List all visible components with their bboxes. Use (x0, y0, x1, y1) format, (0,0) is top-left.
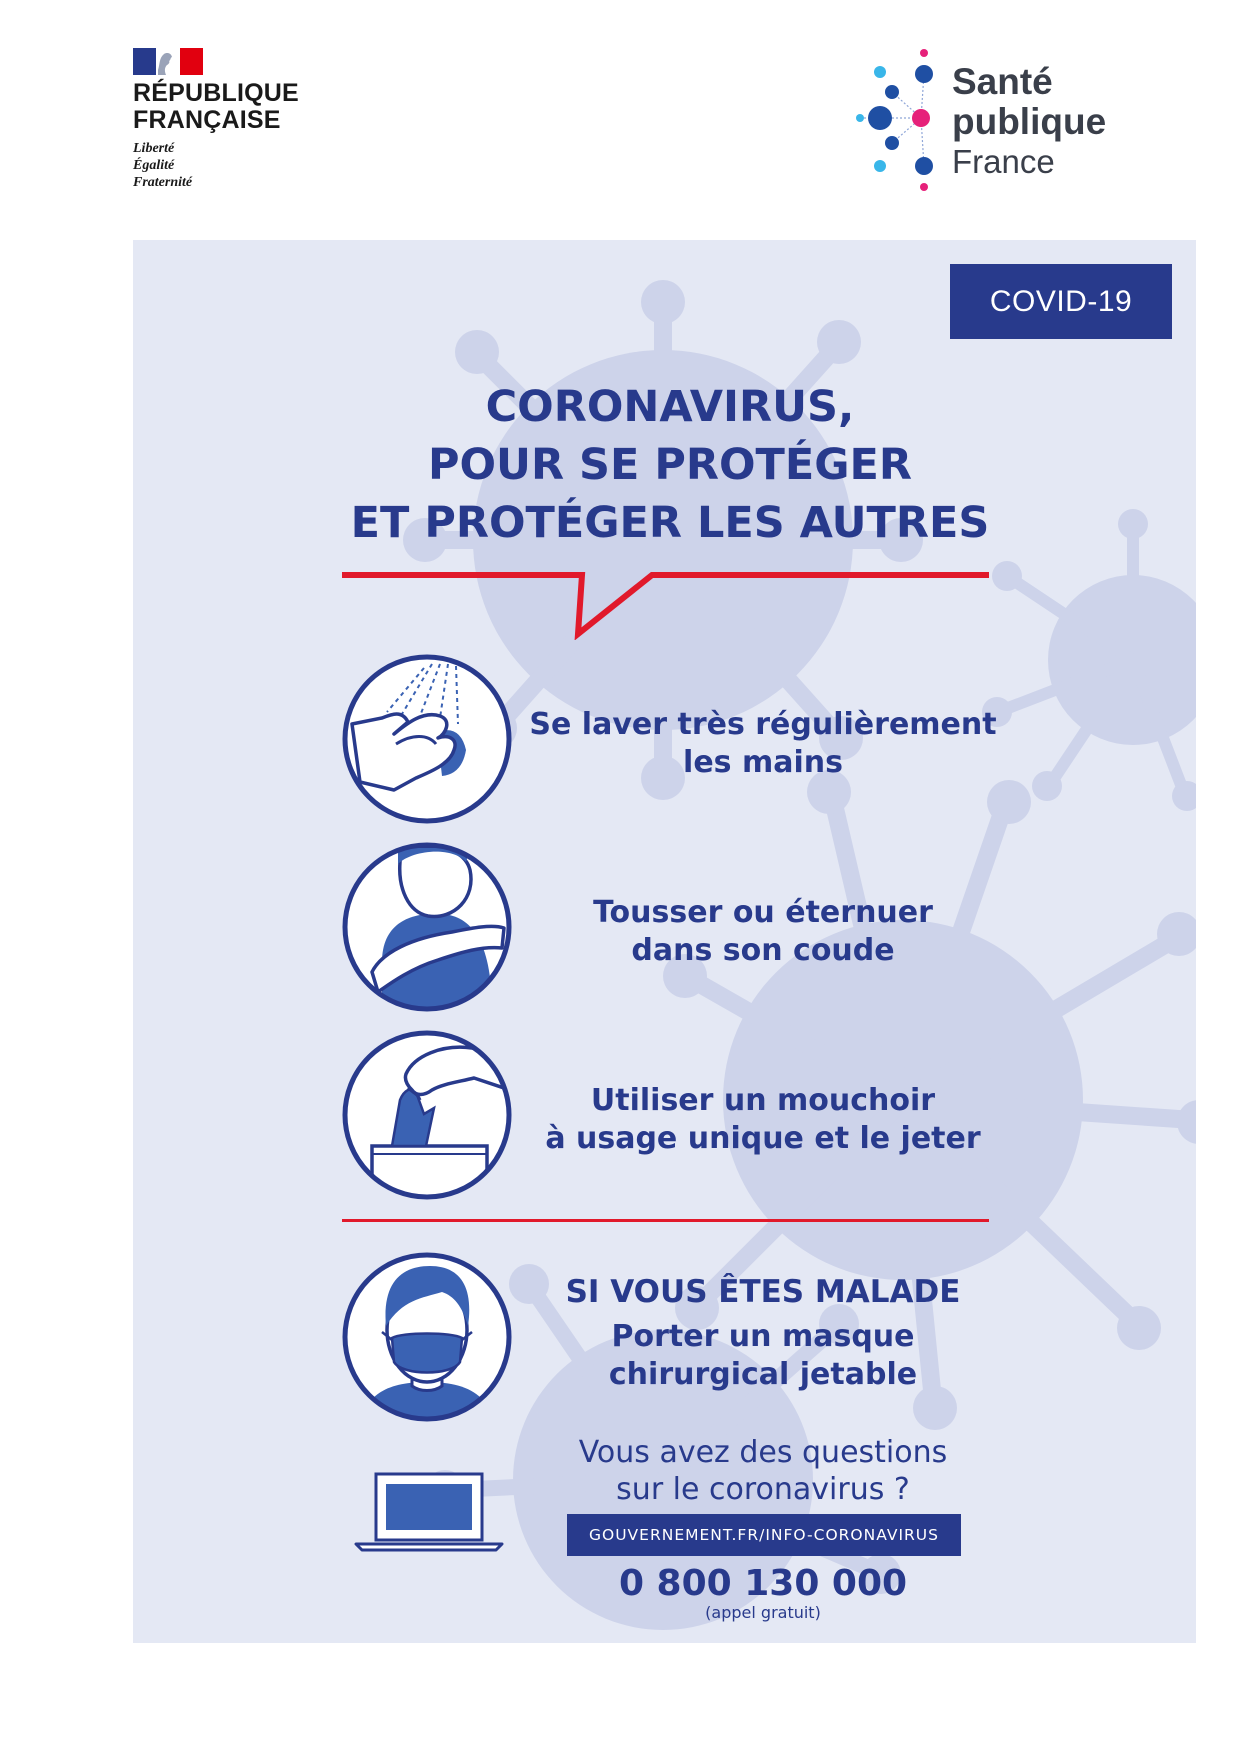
sick-heading: SI VOUS ÊTES MALADE (565, 1274, 961, 1310)
laptop-icon (354, 1472, 504, 1552)
republique-francaise-logo (133, 48, 333, 191)
molecule-logo-icon (848, 46, 948, 196)
phone-number[interactable]: 0 800 130 000 (618, 1563, 908, 1604)
cough-elbow-icon (342, 842, 512, 1012)
sante-publique-france-logo (848, 46, 1128, 196)
spf-wordmark: Santé publique France (952, 61, 1107, 180)
step-icon-3 (342, 1030, 512, 1200)
speech-bubble-line-icon (342, 570, 992, 640)
section-divider (342, 1219, 989, 1222)
step-icon-2 (342, 842, 512, 1012)
step-text-3: Utiliser un mouchoir à usage unique et le jeter (545, 1083, 981, 1156)
french-flag-icon (133, 48, 203, 75)
republic-motto: Liberté Égalité Fraternité (133, 141, 193, 190)
face-mask-icon (342, 1252, 512, 1422)
step-text-2: Tousser ou éternuer dans son coude (593, 895, 933, 968)
info-url-link[interactable]: GOUVERNEMENT.FR/INFO-CORONAVIRUS (567, 1514, 961, 1556)
tissue-box-icon (342, 1030, 512, 1200)
step-icon-1 (342, 654, 512, 824)
questions-text: Vous avez des questions sur le coronavirus ? (578, 1435, 948, 1507)
step-text-1: Se laver très régulièrement les mains (529, 707, 997, 780)
republic-name: RÉPUBLIQUE FRANÇAISE (133, 79, 299, 134)
phone-note: (appel gratuit) (705, 1603, 821, 1622)
sick-icon (342, 1252, 512, 1422)
poster-title: CORONAVIRUS, POUR SE PROTÉGER ET PROTÉGER LES AUTRES (350, 382, 990, 548)
hand-washing-icon (342, 654, 512, 824)
sick-instruction: Porter un masque chirurgical jetable (608, 1319, 918, 1392)
covid-badge: COVID-19 (950, 264, 1172, 339)
